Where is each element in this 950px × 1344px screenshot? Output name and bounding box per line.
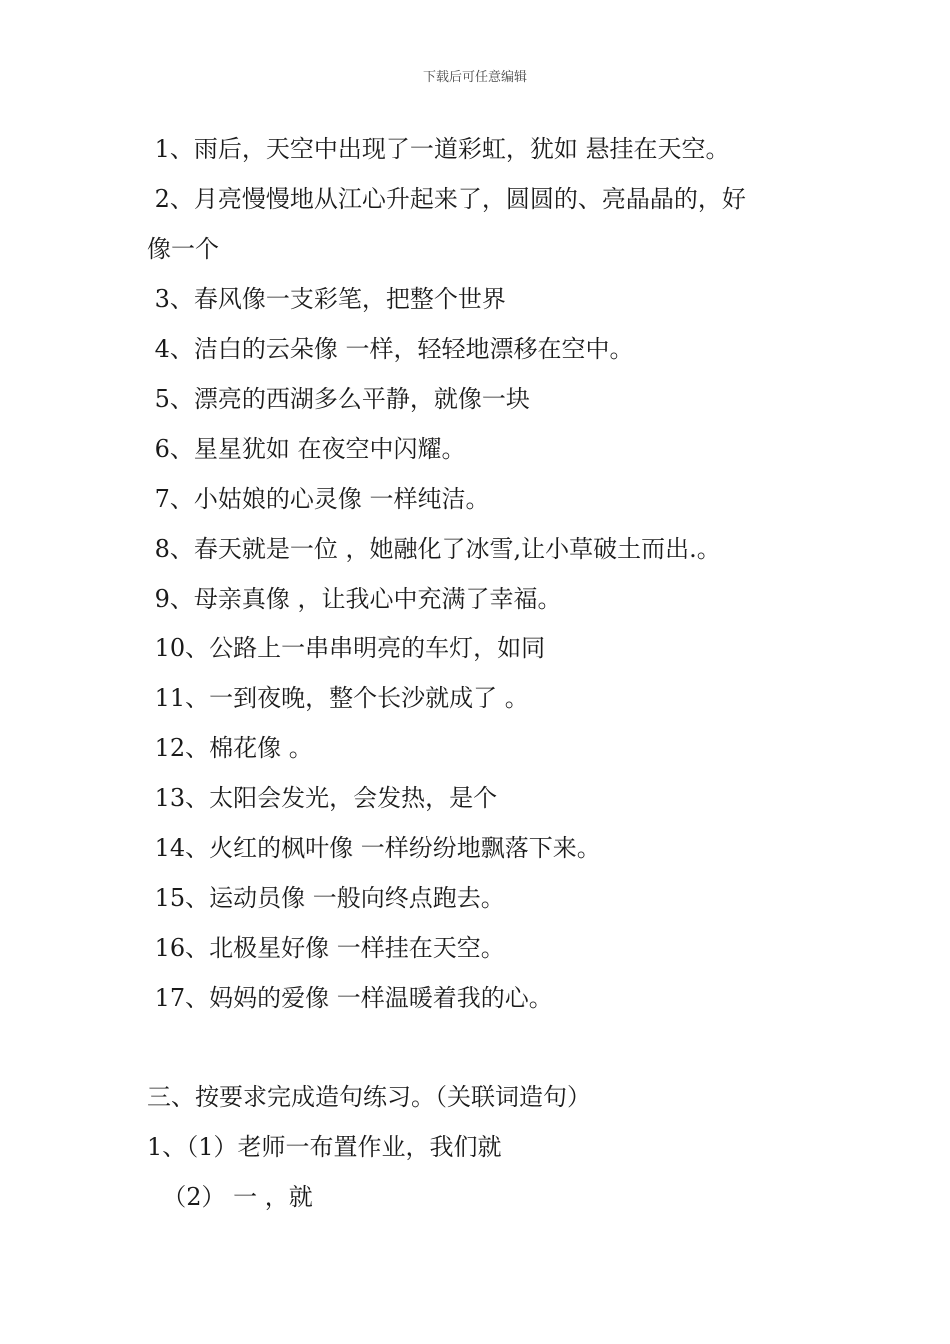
- exercise-item-3: 3、春风像一支彩笔，把整个世界: [147, 285, 506, 313]
- exercise-item-13: 13、太阳会发光，会发热，是个: [147, 784, 498, 812]
- exercise-item-12: 12、棉花像 。: [147, 734, 313, 762]
- section-3-title: 三、按要求完成造句练习。（关联词造句）: [147, 1083, 591, 1111]
- section-3-question-1: 1、（1）老师一布置作业，我们就: [147, 1133, 502, 1161]
- exercise-item-11: 11、一到夜晚，整个长沙就成了 。: [147, 684, 529, 712]
- exercise-item-14: 14、火红的枫叶像 一样纷纷地飘落下来。: [147, 834, 601, 862]
- exercise-item-1: 1、雨后，天空中出现了一道彩虹，犹如 悬挂在天空。: [147, 135, 730, 163]
- exercise-item-8: 8、春天就是一位 ，她融化了冰雪,让小草破土而出.。: [147, 535, 721, 563]
- exercise-item-16: 16、北极星好像 一样挂在天空。: [147, 934, 505, 962]
- exercise-item-10: 10、公路上一串串明亮的车灯，如同: [147, 634, 546, 662]
- page-header: 下载后可任意编辑: [422, 70, 527, 85]
- exercise-item-7: 7、小姑娘的心灵像 一样纯洁。: [147, 485, 490, 513]
- exercise-item-9: 9、母亲真像 ，让我心中充满了幸福。: [147, 585, 562, 613]
- exercise-item-4: 4、洁白的云朵像 一样，轻轻地漂移在空中。: [147, 335, 634, 363]
- exercise-item-6: 6、星星犹如 在夜空中闪耀。: [147, 435, 466, 463]
- exercise-item-15: 15、运动员像 一般向终点跑去。: [147, 884, 505, 912]
- exercise-item-17: 17、妈妈的爱像 一样温暖着我的心。: [147, 984, 553, 1012]
- section-3-question-1-part-2: （2） 一 ，就: [147, 1183, 313, 1211]
- exercise-item-2: 2、月亮慢慢地从江心升起来了，圆圆的、亮晶晶的，好: [147, 185, 746, 213]
- exercise-item-2-continued: 像一个: [147, 235, 219, 263]
- exercise-item-5: 5、漂亮的西湖多么平静，就像一块: [147, 385, 530, 413]
